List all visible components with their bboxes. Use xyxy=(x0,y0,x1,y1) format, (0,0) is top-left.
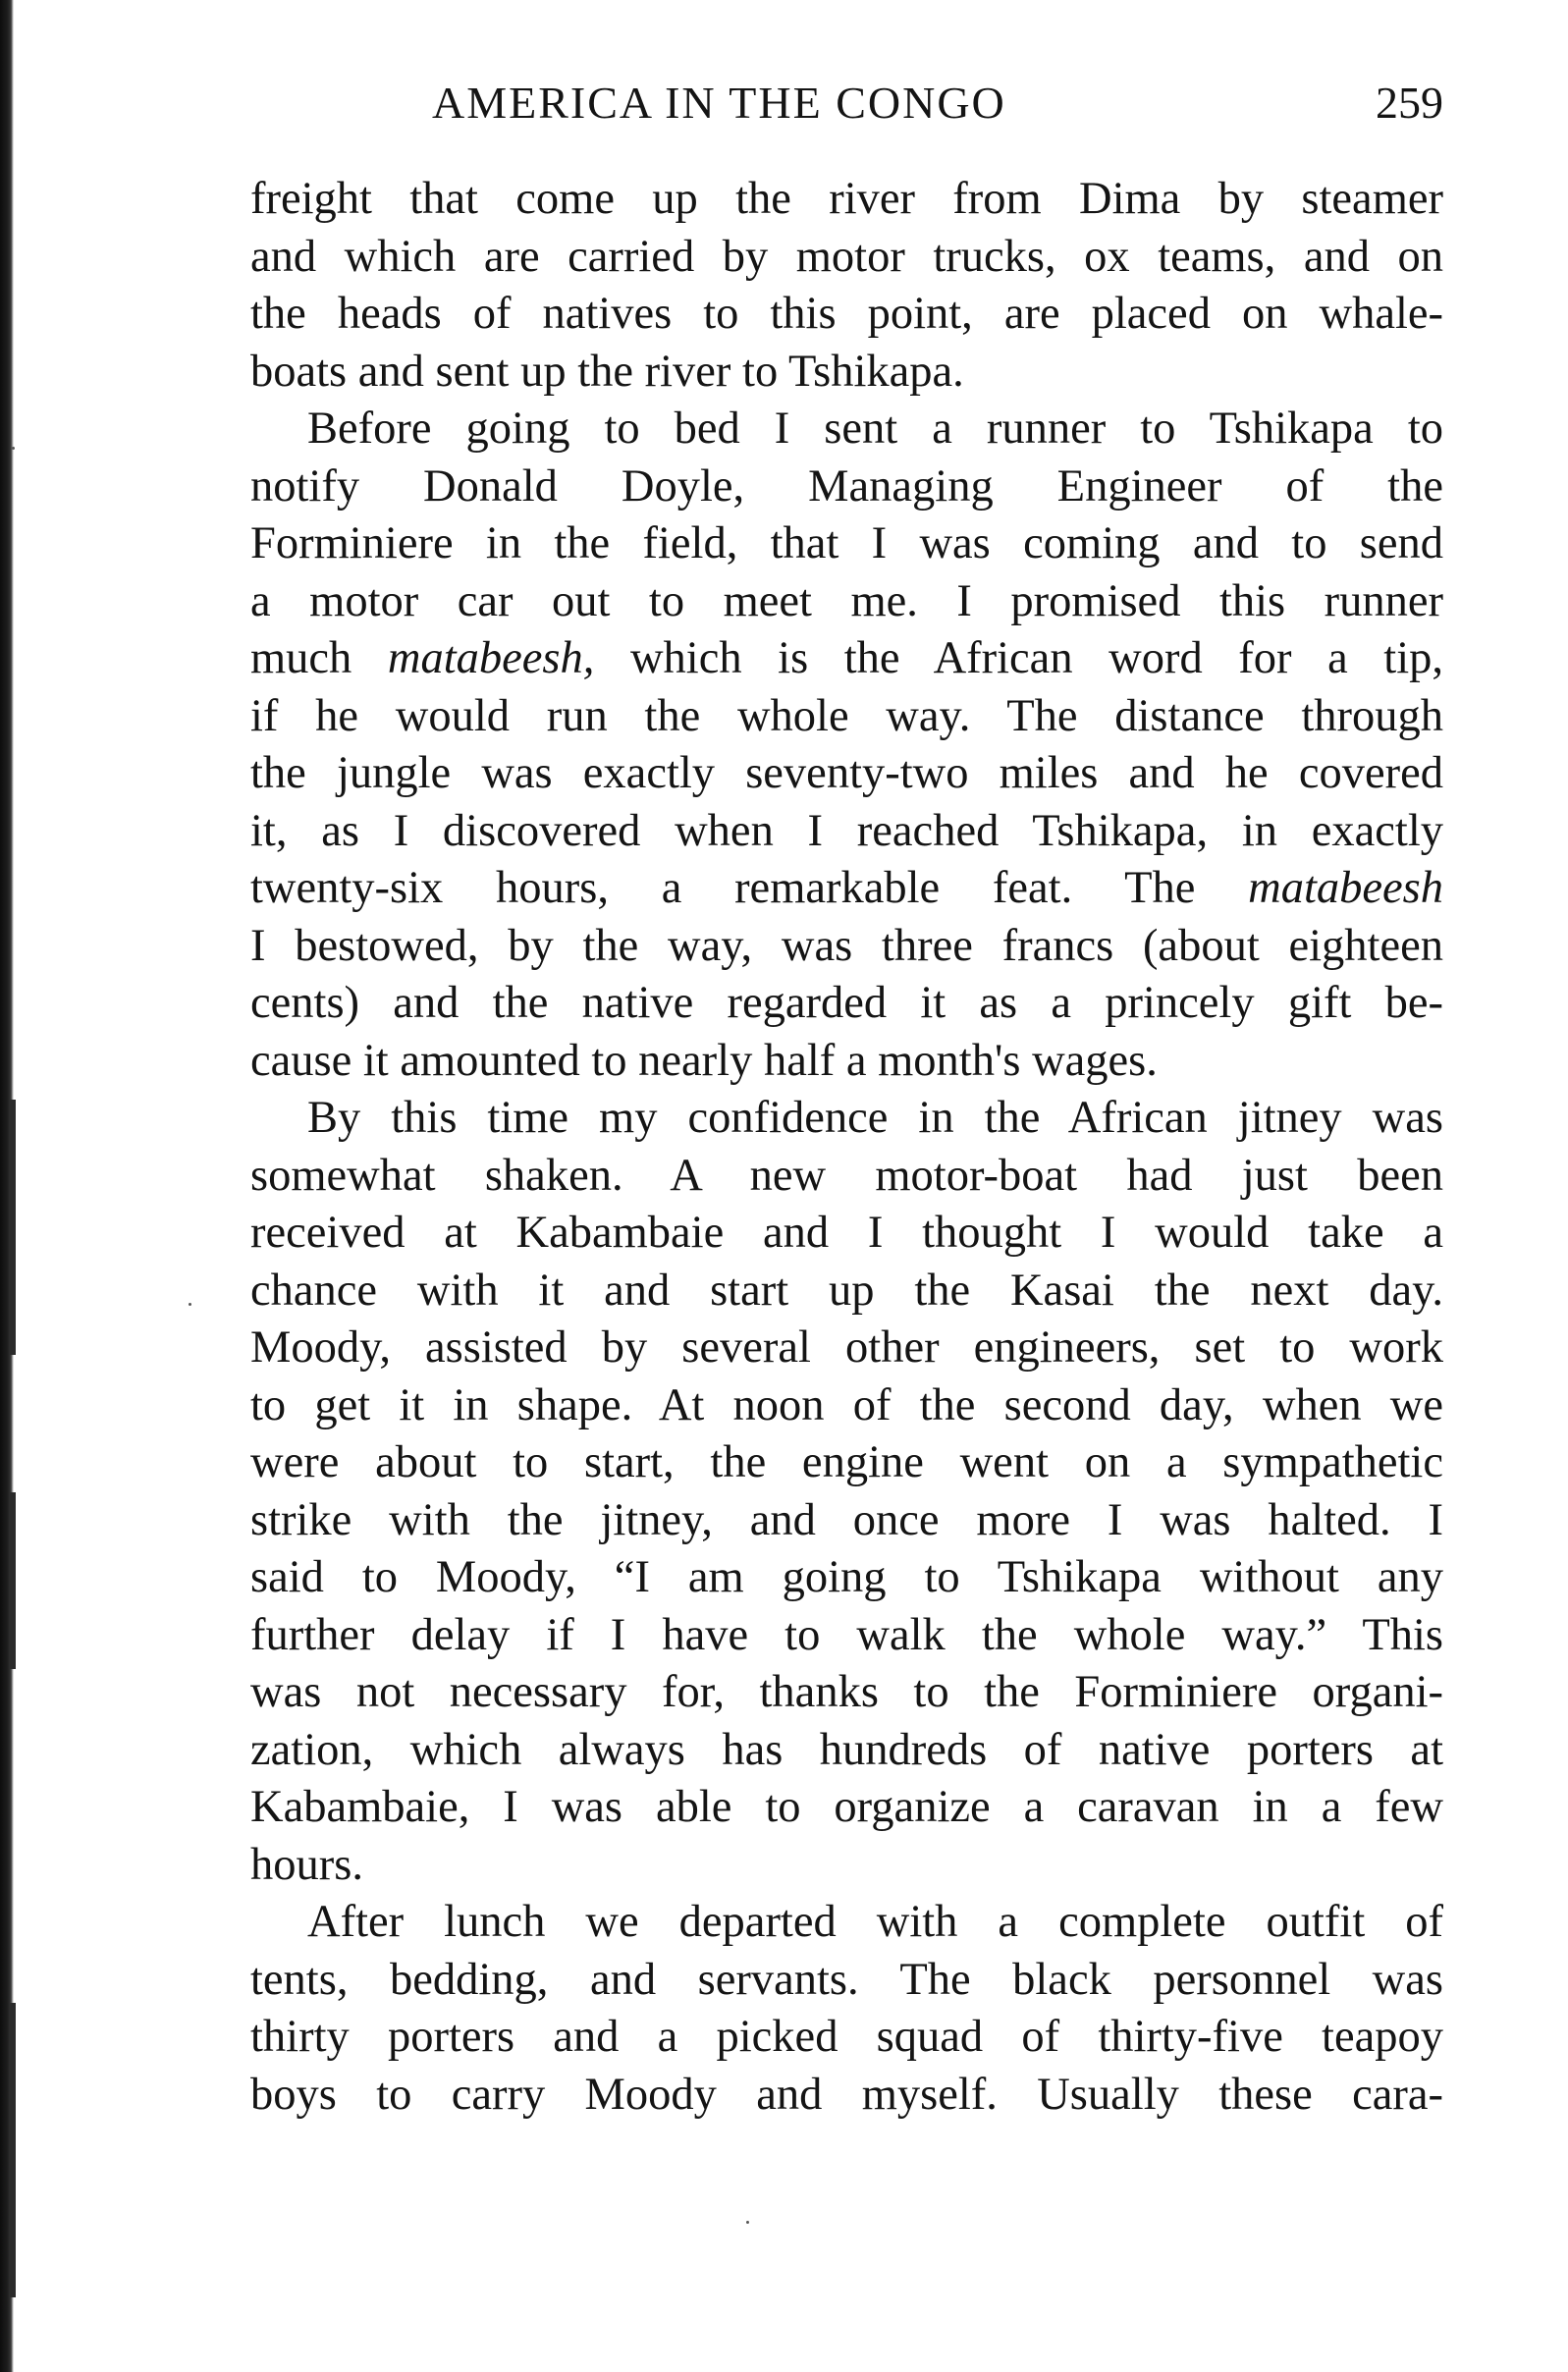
text-run: zation, which always has hundreds of native porters at xyxy=(250,1724,1443,1775)
text-line xyxy=(250,1722,1443,1780)
running-title: AMERICA IN THE CONGO xyxy=(432,78,1006,128)
text-run: cents) and the native regarded it as a princely gift be- xyxy=(250,978,1443,1028)
text-line xyxy=(250,286,1443,344)
text-line xyxy=(250,1779,1443,1837)
text-line xyxy=(250,1837,1443,1895)
text-run: Forminiere in the field, that I was coming and to send xyxy=(250,518,1443,568)
text-run: Before going to bed I sent a runner to Tshikapa to xyxy=(307,404,1443,454)
text-run: boats and sent up the river to Tshikapa. xyxy=(250,346,964,397)
text-run: which is the African word for a tip, xyxy=(594,633,1443,683)
page-header xyxy=(250,77,1443,149)
text-line xyxy=(250,1033,1443,1091)
text-line xyxy=(250,1377,1443,1435)
text-run: to get it in shape. At noon of the second day, when we xyxy=(250,1379,1443,1430)
text-run: if he would run the whole way. The distance through xyxy=(250,690,1443,741)
text-run: hours. xyxy=(250,1839,363,1890)
text-run: and which are carried by motor trucks, ox teams, and on xyxy=(250,231,1443,282)
text-run: received at Kabambaie and I thought I would take a xyxy=(250,1208,1443,1258)
stray-mark xyxy=(189,1303,191,1306)
text-line xyxy=(250,229,1443,287)
text-run: said to Moody, “I am going to Tshikapa without any xyxy=(250,1552,1443,1602)
text-line xyxy=(250,1664,1443,1722)
text-line xyxy=(250,688,1443,746)
text-run: notify Donald Doyle, Managing Engineer of the xyxy=(250,460,1443,512)
text-line xyxy=(250,975,1443,1033)
body-text xyxy=(250,171,1443,2124)
text-line xyxy=(250,1320,1443,1377)
spine-speck xyxy=(10,2003,16,2297)
text-line xyxy=(250,2067,1443,2125)
italic-word: matabeesh xyxy=(1248,863,1443,913)
text-line xyxy=(250,918,1443,976)
text-line xyxy=(250,745,1443,803)
text-line xyxy=(250,573,1443,631)
text-run: the heads of natives to this point, are placed on whale- xyxy=(250,289,1443,339)
text-run: thirty porters and a picked squad of thirty-five teapoy xyxy=(250,2012,1443,2062)
text-line xyxy=(250,1952,1443,2010)
text-run: By this time my confidence in the African jitney was xyxy=(307,1093,1443,1143)
text-run: boys to carry Moody and myself. Usually these cara- xyxy=(250,2069,1443,2120)
spine-speck xyxy=(10,1100,16,1355)
text-run: Moody, assisted by several other engineers, set to work xyxy=(250,1322,1443,1373)
text-run: Kabambaie, I was able to organize a caravan in a few xyxy=(250,1782,1443,1832)
text-line xyxy=(250,860,1443,918)
text-run: much xyxy=(250,633,388,683)
text-line xyxy=(250,171,1443,229)
text-line xyxy=(250,1607,1443,1665)
stray-mark xyxy=(746,2221,749,2224)
text-line xyxy=(250,401,1443,458)
text-line xyxy=(250,344,1443,402)
text-run: After lunch we departed with a complete outfit of xyxy=(307,1897,1443,1947)
text-line xyxy=(250,1434,1443,1492)
text-line xyxy=(250,1492,1443,1550)
text-run: tents, bedding, and servants. The black personnel was xyxy=(250,1954,1443,2005)
text-run: cause it amounted to nearly half a month's wages. xyxy=(250,1035,1158,1086)
text-run: freight that come up the river from Dima by steamer xyxy=(250,174,1443,224)
stray-mark xyxy=(12,447,15,450)
text-line xyxy=(250,630,1443,688)
text-run: was not necessary for, thanks to the Forminiere organi- xyxy=(250,1667,1443,1717)
text-line xyxy=(250,1263,1443,1321)
text-line xyxy=(250,1148,1443,1206)
page-number: 259 xyxy=(1376,78,1443,128)
text-run: chance with it and start up the Kasai the next day. xyxy=(250,1265,1443,1316)
text-run: a motor car out to meet me. I promised this runner xyxy=(250,575,1443,626)
text-run: it, as I discovered when I reached Tshikapa, in exactly xyxy=(250,805,1443,856)
text-run: were about to start, the engine went on a sympathetic xyxy=(250,1437,1443,1487)
text-line xyxy=(250,803,1443,861)
text-run: somewhat shaken. A new motor-boat had just been xyxy=(250,1150,1443,1201)
text-run: twenty-six hours, a remarkable feat. The xyxy=(250,863,1249,913)
text-line xyxy=(250,1549,1443,1607)
text-line xyxy=(250,2009,1443,2067)
text-line xyxy=(250,1205,1443,1263)
text-line xyxy=(250,1894,1443,1952)
text-run: I bestowed, by the way, was three francs (about eighteen xyxy=(250,920,1443,971)
text-line xyxy=(250,515,1443,573)
text-run: the jungle was exactly seventy-two miles and he covered xyxy=(250,748,1443,798)
text-line xyxy=(250,458,1443,516)
text-line xyxy=(250,1090,1443,1148)
italic-word: matabeesh, xyxy=(387,633,595,683)
text-run: strike with the jitney, and once more I was halted. I xyxy=(250,1494,1443,1545)
spine-speck xyxy=(10,1492,16,1669)
text-run: further delay if I have to walk the whole way.” This xyxy=(250,1609,1443,1660)
